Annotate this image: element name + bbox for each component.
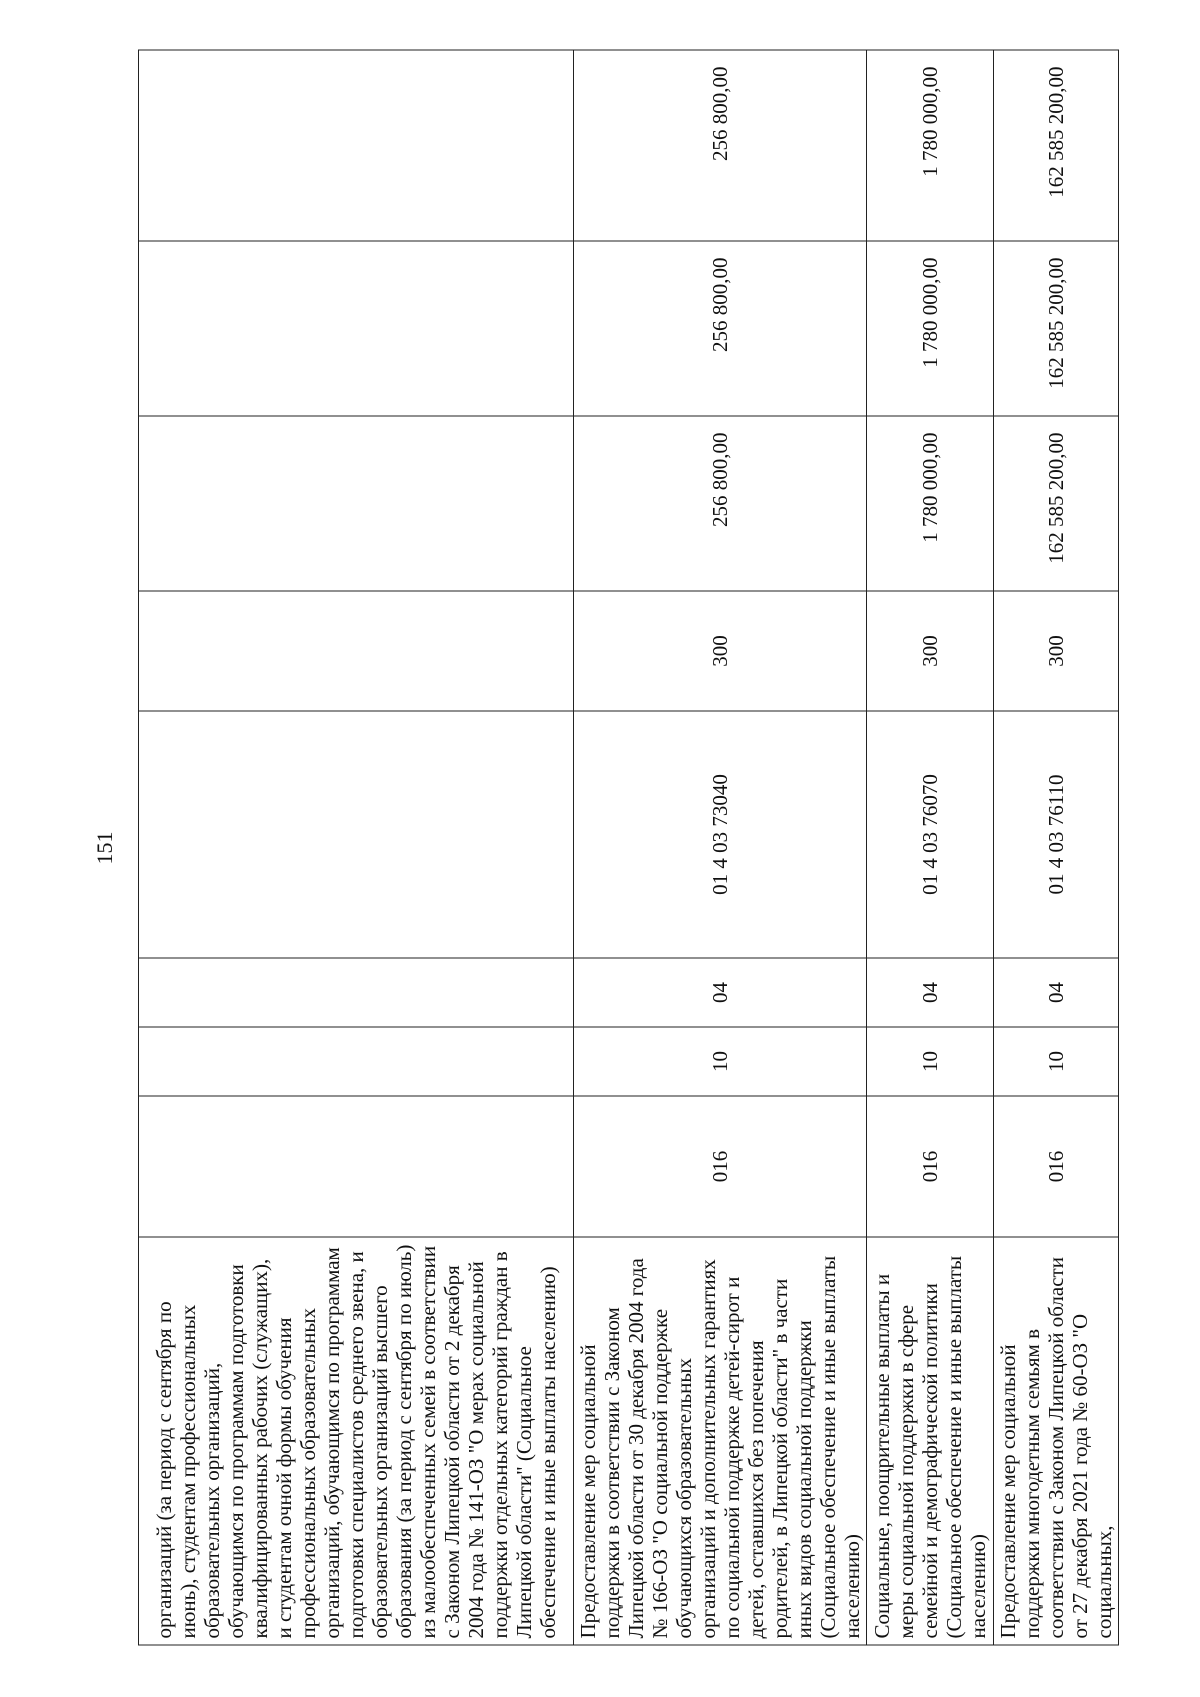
ministry-code: 016: [574, 1096, 867, 1237]
subsection-code: 04: [994, 958, 1119, 1027]
target-article-code: [139, 711, 574, 958]
expense-type-code: 300: [994, 591, 1119, 711]
amount-1: 162 585 200,00: [994, 416, 1119, 591]
row-description: Предоставление мер социальной поддержки в соответствии с Законом Липецкой области от 30 декабря 2004 года № 166-ОЗ "О социальной поддержке обучающихся образовательных организаций и дополнительных гарантиях по социальной поддержке детей-сирот и детей, оставшихся без попечения родителей, в Липецкой области" в части иных видов социальной поддержки (Социальное обеспечение и иные выплаты населению): [574, 1237, 867, 1645]
amount-3: 162 585 200,00: [994, 50, 1119, 241]
expense-type-code: [139, 591, 574, 711]
section-code: [139, 1027, 574, 1096]
row-description: Социальные, поощрительные выплаты и меры социальной поддержки в сфере семейной и демографической политики (Социальное обеспечение и иные выплаты населению): [867, 1237, 994, 1645]
rotated-page-content: [138, 51, 1116, 1646]
budget-table: [138, 50, 1119, 1646]
amount-3: [139, 50, 574, 241]
section-code: 10: [574, 1027, 867, 1096]
amount-1: 256 800,00: [574, 416, 867, 591]
table-row: [139, 50, 574, 1645]
subsection-code: [139, 958, 574, 1027]
table-row: [867, 50, 994, 1645]
amount-2: 256 800,00: [574, 241, 867, 416]
section-code: 10: [867, 1027, 994, 1096]
amount-3: 1 780 000,00: [867, 50, 994, 241]
ministry-code: 016: [994, 1096, 1119, 1237]
ministry-code: [139, 1096, 574, 1237]
target-article-code: 01 4 03 73040: [574, 711, 867, 958]
ministry-code: 016: [867, 1096, 994, 1237]
amount-3: 256 800,00: [574, 50, 867, 241]
amount-1: 1 780 000,00: [867, 416, 994, 591]
target-article-code: 01 4 03 76110: [994, 711, 1119, 958]
subsection-code: 04: [867, 958, 994, 1027]
row-description: организаций (за период с сентября по июнь), студентам профессиональных образовательных организаций, обучающимся по программам подготовки квалифицированных рабочих (служащих), и студентам очной формы обучения профессиональных образовательных организаций, обучающимся по программам подготовки специалистов среднего звена, и образовательных организаций высшего образования (за период с сентября по июль) из малообеспеченных семей в соответствии с Законом Липецкой области от 2 декабря 2004 года № 141-ОЗ "О мерах социальной поддержки отдельных категорий граждан в Липецкой области" (Социальное обеспечение и иные выплаты населению): [139, 1237, 574, 1645]
expense-type-code: 300: [867, 591, 994, 711]
page-number: 151: [92, 831, 117, 865]
table-row: [994, 50, 1119, 1645]
amount-2: [139, 241, 574, 416]
target-article-code: 01 4 03 76070: [867, 711, 994, 958]
amount-1: [139, 416, 574, 591]
subsection-code: 04: [574, 958, 867, 1027]
row-description: Предоставление мер социальной поддержки многодетным семьям в соответствии с Законом Липецкой области от 27 декабря 2021 года № 60-ОЗ "О социальных,: [994, 1237, 1119, 1645]
section-code: 10: [994, 1027, 1119, 1096]
table-row: [574, 50, 867, 1645]
expense-type-code: 300: [574, 591, 867, 711]
amount-2: 1 780 000,00: [867, 241, 994, 416]
amount-2: 162 585 200,00: [994, 241, 1119, 416]
